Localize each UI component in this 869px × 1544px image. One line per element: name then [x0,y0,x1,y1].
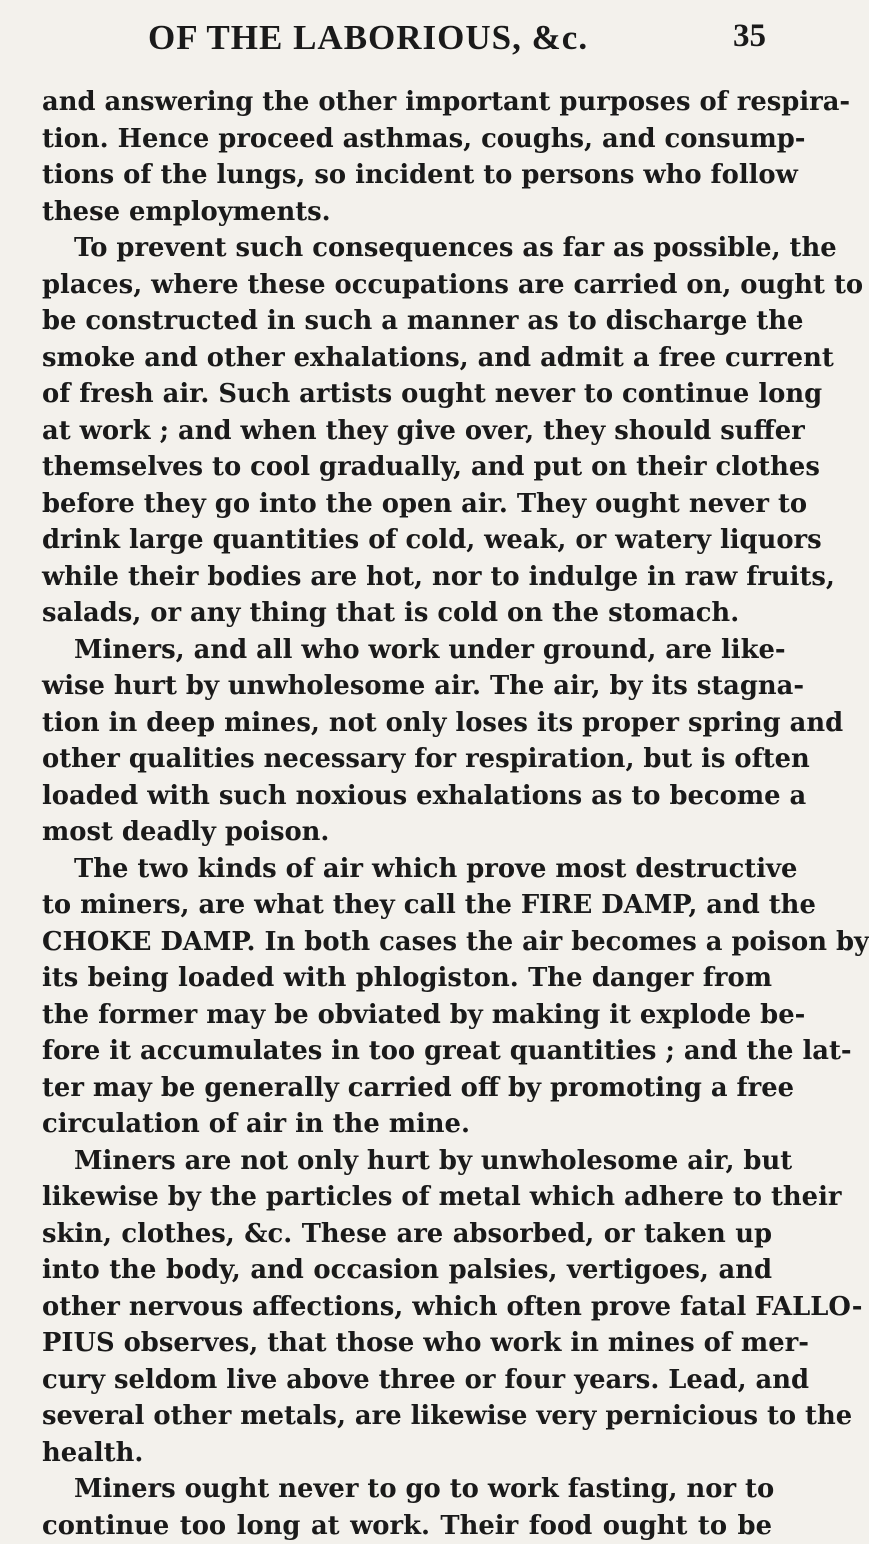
text-line: most deadly poison. [42,814,772,851]
text-line: Miners, and all who work under ground, are like- [42,632,772,669]
text-line: loaded with such noxious exhalations as to become a [42,778,772,815]
text-line: other qualities necessary for respiration, but is often [42,741,772,778]
text-line: smoke and other exhalations, and admit a free current [42,340,772,377]
text-line: tions of the lungs, so incident to persons who follow [42,157,772,194]
text-line: while their bodies are hot, nor to indulge in raw fruits, [42,559,772,596]
text-line: PIUS observes, that those who work in mines of mer- [42,1325,772,1362]
text-line: circulation of air in the mine. [42,1106,772,1143]
text-line: other nervous affections, which often prove fatal FALLO- [42,1289,772,1326]
text-line: salads, or any thing that is cold on the stomach. [42,595,772,632]
text-line: The two kinds of air which prove most destructive [42,851,772,888]
text-line: be constructed in such a manner as to discharge the [42,303,772,340]
text-line: its being loaded with phlogiston. The danger from [42,960,772,997]
text-line: at work ; and when they give over, they should suffer [42,413,772,450]
text-line: cury seldom live above three or four years. Lead, and [42,1362,772,1399]
text-line: into the body, and occasion palsies, vertigoes, and [42,1252,772,1289]
text-line: likewise by the particles of metal which adhere to their [42,1179,772,1216]
text-line: places, where these occupations are carried on, ought to [42,267,772,304]
text-line: tion. Hence proceed asthmas, coughs, and consump- [42,121,772,158]
text-line: skin, clothes, &c. These are absorbed, or taken up [42,1216,772,1253]
text-line: CHOKE DAMP. In both cases the air becomes a poison by [42,924,772,961]
text-line: ter may be generally carried off by promoting a free [42,1070,772,1107]
text-line: before they go into the open air. They ought never to [42,486,772,523]
text-line: drink large quantities of cold, weak, or watery liquors [42,522,772,559]
text-line: wise hurt by unwholesome air. The air, by its stagna- [42,668,772,705]
text-line: several other metals, are likewise very pernicious to the [42,1398,772,1435]
text-line: the former may be obviated by making it explode be- [42,997,772,1034]
text-line: to miners, are what they call the FIRE DAMP, and the [42,887,772,924]
text-line: themselves to cool gradually, and put on their clothes [42,449,772,486]
page-header [0,18,800,62]
text-line: continue too long at work. Their food ought to be [42,1508,772,1544]
running-title: OF THE LABORIOUS, &c. [148,18,588,58]
page-number: 35 [733,18,766,55]
text-line: of fresh air. Such artists ought never to continue long [42,376,772,413]
text-line: tion in deep mines, not only loses its proper spring and [42,705,772,742]
text-line: and answering the other important purposes of respira- [42,84,772,121]
text-line: fore it accumulates in too great quantities ; and the lat- [42,1033,772,1070]
body-text [42,84,772,1544]
text-line: Miners are not only hurt by unwholesome air, but [42,1143,772,1180]
text-line: these employments. [42,194,772,231]
text-line: To prevent such consequences as far as possible, the [42,230,772,267]
text-line: Miners ought never to go to work fasting, nor to [42,1471,772,1508]
text-line: health. [42,1435,772,1472]
